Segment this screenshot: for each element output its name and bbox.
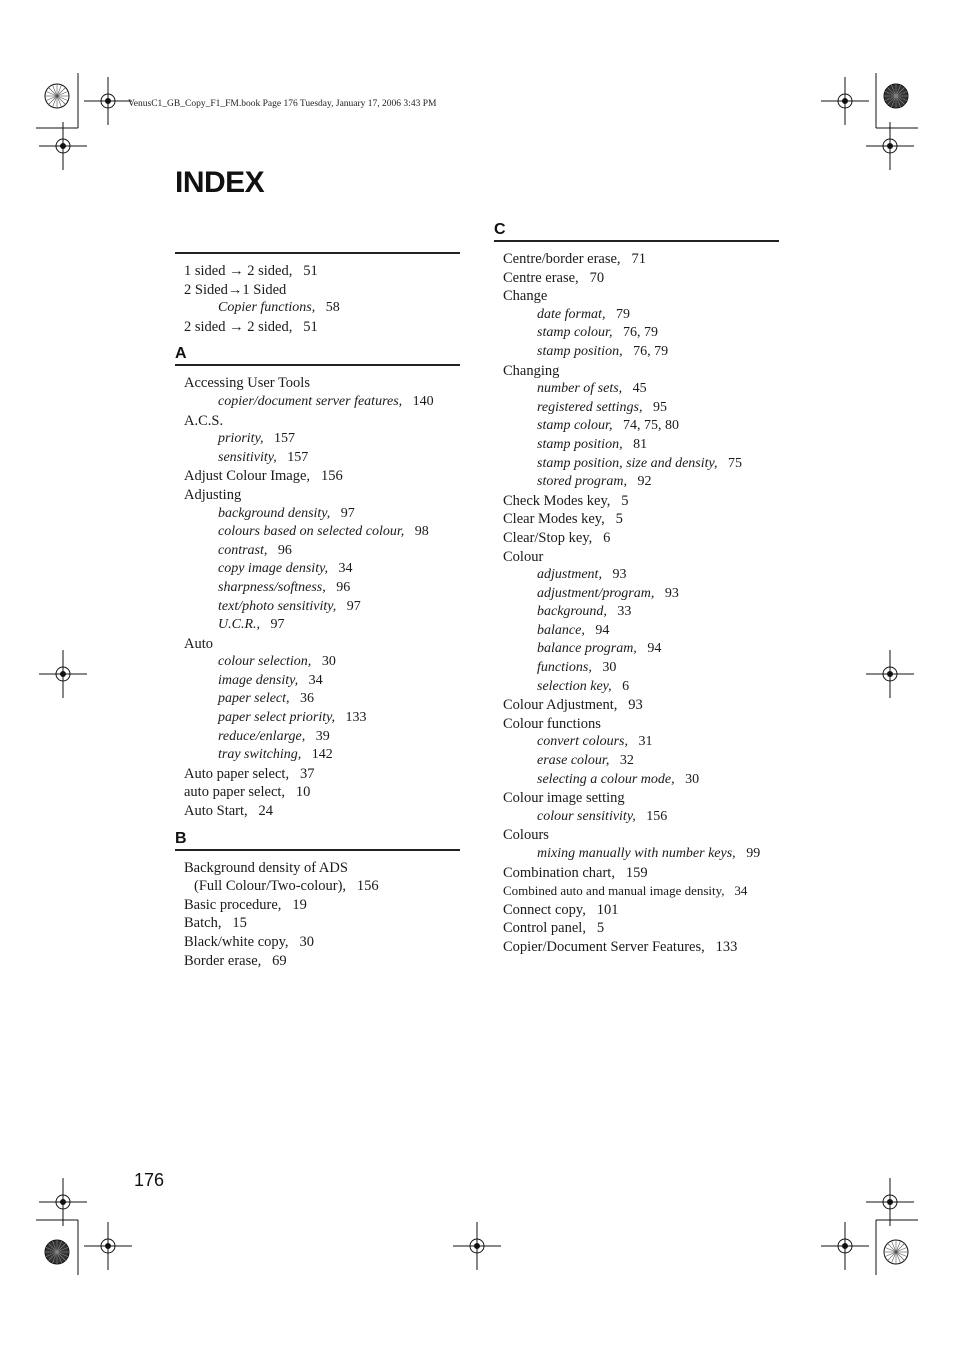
- color-target-ray: [885, 1252, 896, 1257]
- section-heading: A: [175, 345, 187, 363]
- entry-term: Colour functions: [503, 715, 601, 732]
- color-target-ray: [46, 96, 57, 101]
- color-target-ray: [885, 1247, 896, 1252]
- registration-dot-icon: [106, 99, 111, 104]
- entry-page: 5: [596, 920, 605, 937]
- index-entry: [175, 783, 460, 802]
- entry-term: copier/document server features,: [218, 393, 403, 409]
- index-entry: [494, 752, 779, 771]
- entry-page: 75: [727, 455, 742, 471]
- entry-term: priority,: [218, 431, 264, 447]
- color-target-ray: [896, 1252, 905, 1261]
- entry-page: 156: [320, 468, 343, 485]
- entry-term: adjustment,: [537, 567, 602, 583]
- entry-page: 15: [232, 915, 247, 932]
- index-entry: [494, 548, 779, 567]
- entry-page: 94: [647, 641, 662, 657]
- index-entry: [494, 808, 779, 827]
- color-target-ray: [896, 1244, 905, 1253]
- index-entry: [175, 560, 460, 579]
- entry-term: (Full Colour/Two-colour),: [194, 878, 347, 895]
- index-entry: [175, 542, 460, 561]
- registration-dot-icon: [61, 672, 66, 677]
- entry-term: Colour Adjustment,: [503, 697, 618, 714]
- entry-term: Combined auto and manual image density,: [503, 883, 725, 899]
- index-section: [494, 220, 779, 957]
- index-entry: [494, 343, 779, 362]
- color-target-ray: [57, 96, 68, 101]
- index-entry: [175, 579, 460, 598]
- color-target-ray: [888, 88, 897, 97]
- registration-mark-icon: [470, 1239, 484, 1253]
- index-entry: [494, 473, 779, 492]
- entry-term: stamp colour,: [537, 325, 613, 341]
- entry-term: Control panel,: [503, 920, 586, 937]
- index-entry: [175, 746, 460, 765]
- entry-page: 30: [602, 660, 617, 676]
- entry-page: 142: [311, 747, 333, 763]
- entry-term: Auto Start,: [184, 803, 248, 820]
- index-entry: [494, 510, 779, 529]
- entry-page: 98: [414, 524, 429, 540]
- entry-page: 81: [633, 436, 648, 452]
- index-entry: [175, 859, 460, 878]
- index-entry: [494, 640, 779, 659]
- color-target-ray: [52, 1241, 57, 1252]
- entry-page: 30: [685, 771, 700, 787]
- entry-page: 76, 79: [622, 325, 658, 341]
- entry-term: Background density of ADS: [184, 859, 348, 876]
- index-entry: [494, 771, 779, 790]
- entry-page: 159: [625, 864, 648, 881]
- color-target-ray: [891, 1241, 896, 1252]
- entry-term: adjustment/program,: [537, 585, 655, 601]
- entry-page: 133: [715, 938, 738, 955]
- index-entry: [175, 616, 460, 635]
- entry-term: Auto: [184, 635, 213, 652]
- entry-page: 157: [274, 431, 296, 447]
- entry-page: 19: [292, 896, 307, 913]
- index-section: [175, 232, 460, 336]
- entry-term: background density,: [218, 505, 331, 521]
- entry-page: 5: [621, 492, 629, 509]
- entry-term: Auto paper select,: [184, 765, 290, 782]
- entry-term: Copier functions,: [218, 300, 316, 316]
- color-target-ray: [896, 91, 907, 96]
- index-entry: [175, 262, 460, 281]
- entry-term: Check Modes key,: [503, 492, 611, 509]
- color-target-ray: [52, 1252, 57, 1263]
- color-target-ray: [896, 96, 907, 101]
- registration-dot-icon: [843, 99, 848, 104]
- color-target-ray: [888, 1244, 897, 1253]
- entry-page: 45: [632, 381, 647, 397]
- index-entry: [175, 505, 460, 524]
- entry-term: auto paper select,: [184, 784, 286, 801]
- color-target-ray: [57, 96, 62, 107]
- color-target-ray: [52, 96, 57, 107]
- entry-page: 133: [345, 710, 367, 726]
- entry-term: convert colours,: [537, 734, 628, 750]
- registration-dot-icon: [888, 144, 893, 149]
- index-entry: [494, 919, 779, 938]
- registration-mark-icon: [56, 667, 70, 681]
- color-target-ray: [57, 1247, 68, 1252]
- entry-page: 51: [303, 318, 318, 335]
- entry-term: sensitivity,: [218, 449, 277, 465]
- entry-term: selecting a colour mode,: [537, 771, 675, 787]
- entry-term: mixing manually with number keys,: [537, 846, 736, 861]
- entry-page: 92: [637, 474, 652, 490]
- registration-mark-icon: [883, 667, 897, 681]
- color-target-ray: [49, 1244, 58, 1253]
- index-entry: [175, 299, 460, 318]
- entry-term: Accessing User Tools: [184, 375, 310, 392]
- entry-term: image density,: [218, 672, 299, 688]
- color-target-ray: [891, 1252, 896, 1263]
- index-entry: [494, 492, 779, 511]
- entry-term: 1 sided → 2 sided,: [184, 263, 293, 279]
- index-entry: [494, 622, 779, 641]
- index-entry: [175, 374, 460, 393]
- color-target-ray: [57, 1252, 68, 1257]
- entry-term: 2 Sided→1 Sided: [184, 281, 287, 298]
- index-entry: [494, 399, 779, 418]
- color-target-icon: [45, 84, 69, 108]
- entry-term: A.C.S.: [184, 412, 224, 429]
- entry-term: Centre/border erase,: [503, 251, 621, 267]
- index-entry: [494, 789, 779, 808]
- entry-page: 95: [653, 399, 668, 415]
- color-target-ray: [885, 91, 896, 96]
- entry-term: Basic procedure,: [184, 896, 282, 913]
- index-entry: [175, 896, 460, 915]
- entry-page: 58: [325, 300, 340, 316]
- entry-page: 74, 75, 80: [622, 418, 679, 434]
- index-entry: [175, 802, 460, 821]
- color-target-ray: [896, 1241, 901, 1252]
- color-target-ray: [896, 1247, 907, 1252]
- index-entry: [494, 901, 779, 920]
- index-entry: [494, 287, 779, 306]
- entry-page: 93: [612, 567, 627, 583]
- index-entry: [175, 709, 460, 728]
- entry-page: 93: [628, 697, 643, 714]
- index-entry: [494, 938, 779, 957]
- index-entry: [494, 455, 779, 474]
- entry-term: reduce/enlarge,: [218, 728, 306, 744]
- entry-term: paper select,: [218, 691, 290, 707]
- entry-term: balance,: [537, 622, 585, 638]
- index-entry: [175, 914, 460, 933]
- color-target-ray: [896, 1252, 907, 1257]
- entry-page: 24: [258, 803, 274, 820]
- index-entry: [494, 864, 779, 883]
- registration-mark-icon: [101, 94, 115, 108]
- entry-term: stamp position,: [537, 343, 623, 359]
- index-entry: [175, 412, 460, 431]
- page-number: 176: [134, 1170, 165, 1190]
- registration-dot-icon: [475, 1244, 480, 1249]
- index-section: [175, 344, 460, 820]
- entry-page: 96: [277, 542, 292, 558]
- entry-term: Combination chart,: [503, 864, 615, 881]
- index-entry: [494, 826, 779, 845]
- entry-term: Adjust Colour Image,: [184, 468, 311, 485]
- section-heading: B: [175, 829, 187, 847]
- print-header: VenusC1_GB_Copy_F1_FM.book Page 176 Tuesday, January 17, 2006 3:43 PM: [128, 99, 437, 109]
- entry-term: text/photo sensitivity,: [218, 598, 337, 614]
- entry-page: 97: [346, 598, 361, 614]
- color-target-ray: [891, 96, 896, 107]
- color-target-ray: [46, 91, 57, 96]
- entry-term: number of sets,: [537, 381, 623, 397]
- color-target-ray: [57, 1252, 66, 1261]
- entry-page: 33: [617, 604, 632, 620]
- color-target-ray: [46, 1247, 57, 1252]
- color-target-ray: [896, 1252, 901, 1263]
- index-entry: [494, 529, 779, 548]
- index-entry: [494, 306, 779, 325]
- entry-term: colours based on selected colour,: [218, 524, 405, 540]
- index-entry: [494, 362, 779, 381]
- color-target-ray: [891, 85, 896, 96]
- section-heading: [175, 232, 460, 252]
- index-entry: [494, 250, 779, 269]
- index-entry: [494, 324, 779, 343]
- registration-mark-icon: [101, 1239, 115, 1253]
- section-rule: [175, 252, 460, 254]
- page-title: INDEX: [175, 166, 265, 199]
- entry-term: Clear Modes key,: [503, 511, 605, 528]
- entry-term: U.C.R.,: [218, 617, 260, 633]
- entry-page: 97: [340, 505, 355, 521]
- index-entry: [494, 696, 779, 715]
- entry-page: 70: [589, 269, 605, 286]
- entry-page: 37: [299, 765, 315, 782]
- entry-term: stamp position, size and density,: [537, 455, 718, 471]
- entry-term: Colour: [503, 548, 544, 565]
- entry-term: 2 sided → 2 sided,: [184, 318, 293, 335]
- section-rule: [175, 364, 460, 366]
- entry-page: 34: [308, 672, 323, 688]
- entry-term: erase colour,: [537, 753, 610, 769]
- color-target-ray: [57, 85, 62, 96]
- registration-mark-icon: [838, 1239, 852, 1253]
- entry-term: Clear/Stop key,: [503, 529, 593, 546]
- entry-page: 32: [619, 753, 634, 769]
- index-entry: [175, 598, 460, 617]
- entry-term: Connect copy,: [503, 901, 586, 918]
- entry-term: functions,: [537, 660, 592, 676]
- index-entry: [175, 672, 460, 691]
- index-entry: [494, 715, 779, 734]
- entry-term: contrast,: [218, 542, 268, 558]
- entry-term: sharpness/softness,: [218, 579, 326, 595]
- registration-mark-icon: [838, 94, 852, 108]
- entry-page: 97: [270, 617, 285, 633]
- entry-page: 6: [603, 529, 611, 546]
- registration-mark-icon: [883, 139, 897, 153]
- entry-term: balance program,: [537, 641, 637, 657]
- index-entry: [175, 952, 460, 971]
- entry-term: date format,: [537, 306, 606, 322]
- color-target-ray: [49, 1252, 58, 1261]
- index-entry: [494, 659, 779, 678]
- index-entry: [175, 393, 460, 412]
- index-entry: [175, 449, 460, 468]
- entry-term: Centre erase,: [503, 269, 579, 286]
- index-entry: [494, 882, 779, 901]
- entry-page: 79: [615, 306, 630, 322]
- section-rule: [494, 240, 779, 242]
- index-section: [175, 829, 460, 971]
- color-target-icon: [45, 1240, 69, 1264]
- entry-page: 5: [615, 511, 623, 528]
- entry-page: 36: [300, 691, 315, 707]
- entry-page: 69: [272, 952, 287, 969]
- entry-page: 34: [338, 561, 353, 577]
- registration-dot-icon: [61, 1200, 66, 1205]
- entry-page: 30: [299, 934, 314, 950]
- color-target-ray: [57, 88, 66, 97]
- entry-term: Black/white copy,: [184, 934, 289, 950]
- entry-term: Copier/Document Server Features,: [503, 938, 705, 955]
- color-target-ray: [57, 91, 68, 96]
- entry-term: Changing: [503, 362, 560, 379]
- entry-term: selection key,: [537, 678, 612, 694]
- index-entry: [175, 728, 460, 747]
- color-target-ray: [888, 96, 897, 105]
- color-target-icon: [884, 84, 908, 108]
- registration-mark-icon: [56, 1195, 70, 1209]
- color-target-ray: [49, 88, 58, 97]
- color-target-ray: [57, 1244, 66, 1253]
- entry-term: Colours: [503, 827, 549, 844]
- color-target-ray: [888, 1252, 897, 1261]
- entry-term: tray switching,: [218, 747, 302, 763]
- registration-dot-icon: [888, 1200, 893, 1205]
- index-entry: [175, 486, 460, 505]
- entry-term: Colour image setting: [503, 790, 625, 807]
- index-entry: [494, 269, 779, 288]
- registration-mark-icon: [883, 1195, 897, 1209]
- index-entry: [175, 877, 460, 896]
- index-entry: [175, 653, 460, 672]
- entry-page: 96: [336, 579, 351, 595]
- entry-page: 94: [595, 622, 610, 638]
- entry-page: 101: [596, 901, 619, 918]
- index-column-right: [494, 220, 779, 965]
- color-target-ray: [896, 88, 905, 97]
- color-target-ray: [46, 1252, 57, 1257]
- color-target-ray: [896, 85, 901, 96]
- entry-term: paper select priority,: [218, 710, 336, 726]
- entry-page: 31: [638, 734, 653, 750]
- entry-page: 39: [315, 728, 330, 744]
- color-target-ray: [52, 85, 57, 96]
- color-target-ray: [57, 96, 66, 105]
- color-target-ray: [885, 96, 896, 101]
- color-target-ray: [896, 96, 901, 107]
- registration-dot-icon: [888, 672, 893, 677]
- index-entry: [494, 845, 779, 864]
- entry-page: 34: [734, 883, 748, 899]
- index-entry: [175, 635, 460, 654]
- entry-term: colour selection,: [218, 654, 312, 670]
- entry-page: 156: [646, 808, 668, 824]
- index-column-left: [175, 232, 460, 978]
- entry-term: registered settings,: [537, 399, 643, 415]
- entry-page: 30: [321, 654, 336, 670]
- entry-term: colour sensitivity,: [537, 808, 636, 824]
- index-entry: [175, 318, 460, 337]
- color-target-ray: [49, 96, 58, 105]
- entry-page: 10: [295, 784, 311, 801]
- entry-term: stored program,: [537, 474, 627, 490]
- entry-term: Border erase,: [184, 952, 262, 969]
- index-entry: [494, 585, 779, 604]
- entry-page: 93: [664, 585, 679, 601]
- entry-term: background,: [537, 604, 607, 620]
- entry-page: 140: [412, 393, 434, 409]
- registration-dot-icon: [843, 1244, 848, 1249]
- index-entry: [494, 603, 779, 622]
- index-entry: [175, 523, 460, 542]
- entry-page: 76, 79: [633, 343, 669, 359]
- registration-dot-icon: [106, 1244, 111, 1249]
- index-entry: [494, 380, 779, 399]
- registration-mark-icon: [56, 139, 70, 153]
- entry-term: Batch,: [184, 915, 222, 932]
- index-entry: [494, 566, 779, 585]
- index-entry: [494, 417, 779, 436]
- section-rule: [175, 849, 460, 851]
- color-target-ray: [896, 96, 905, 105]
- entry-page: 157: [287, 449, 309, 465]
- color-target-icon: [884, 1240, 908, 1264]
- color-target-ray: [57, 1241, 62, 1252]
- registration-dot-icon: [61, 144, 66, 149]
- index-entry: [175, 281, 460, 300]
- section-heading: C: [494, 221, 506, 238]
- entry-term: copy image density,: [218, 561, 329, 577]
- index-entry: [175, 765, 460, 784]
- entry-term: stamp colour,: [537, 418, 613, 434]
- color-target-ray: [57, 1252, 62, 1263]
- entry-term: stamp position,: [537, 436, 623, 452]
- entry-page: 71: [631, 251, 646, 267]
- index-entry: [175, 690, 460, 709]
- entry-term: Adjusting: [184, 486, 242, 503]
- index-entry: [494, 436, 779, 455]
- entry-page: 156: [356, 878, 379, 895]
- entry-page: 51: [303, 263, 318, 279]
- index-entry: [494, 733, 779, 752]
- index-entry: [175, 430, 460, 449]
- index-entry: [494, 678, 779, 697]
- index-entry: [175, 933, 460, 952]
- entry-page: 99: [746, 846, 761, 861]
- index-entry: [175, 467, 460, 486]
- entry-term: Change: [503, 288, 548, 305]
- entry-page: 6: [622, 678, 630, 694]
